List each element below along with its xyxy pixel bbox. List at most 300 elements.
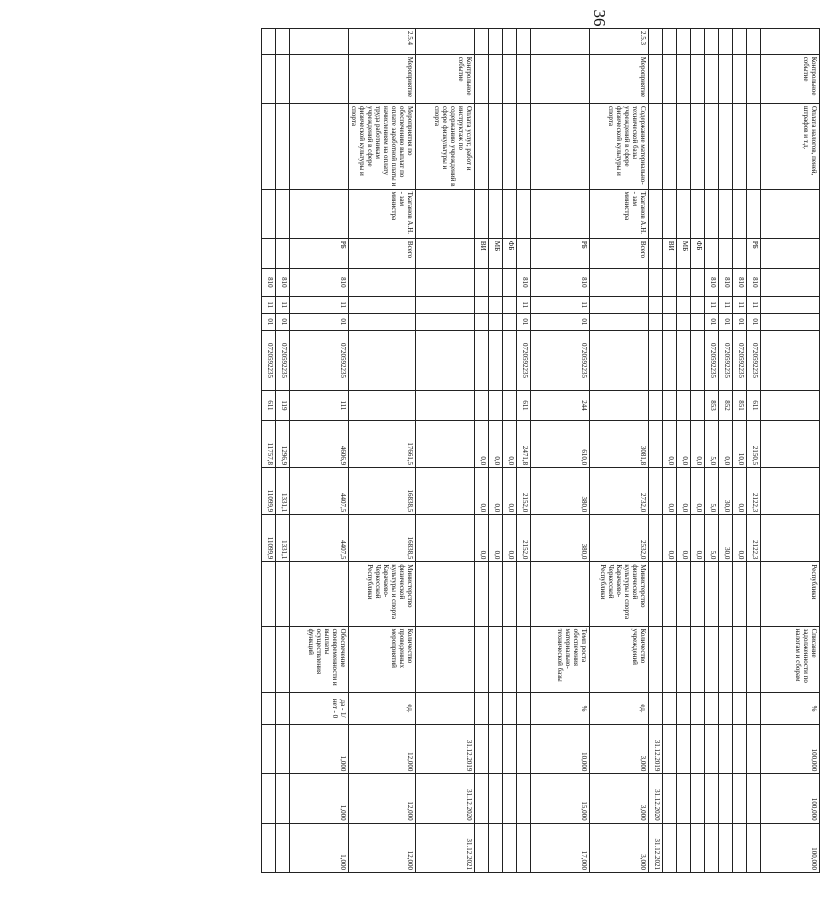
table-cell: 852 xyxy=(719,390,733,420)
table-cell xyxy=(705,692,719,724)
table-row xyxy=(663,29,677,873)
table-cell: 16838,5 xyxy=(349,515,416,562)
table-cell xyxy=(262,238,276,268)
table-cell xyxy=(416,692,475,724)
table-cell xyxy=(475,330,489,390)
table-cell xyxy=(503,268,517,296)
table-cell xyxy=(262,774,276,823)
table-cell xyxy=(649,268,663,296)
table-cell: МБ xyxy=(489,238,503,268)
table-cell: 1,000 xyxy=(290,725,349,774)
table-cell xyxy=(349,268,416,296)
table-cell: 1,000 xyxy=(290,774,349,823)
table-cell xyxy=(531,562,590,626)
table-cell xyxy=(276,54,290,103)
table-cell xyxy=(531,189,590,238)
table-cell: 4606,9 xyxy=(290,420,349,467)
table-cell xyxy=(761,468,820,515)
table-cell xyxy=(719,238,733,268)
table-cell: 15,000 xyxy=(531,774,590,823)
table-cell: 0720592235 xyxy=(517,330,531,390)
table-cell: 11 xyxy=(290,296,349,313)
table-cell: 31.12.2021 xyxy=(649,823,663,872)
table-cell: 0720592235 xyxy=(276,330,290,390)
table-cell: Мероприятие xyxy=(349,54,416,103)
table-cell: 17661,5 xyxy=(349,420,416,467)
table-cell: ФБ xyxy=(503,238,517,268)
table-cell xyxy=(489,268,503,296)
table-cell xyxy=(649,296,663,313)
table-cell xyxy=(489,823,503,872)
table-cell: 119 xyxy=(276,390,290,420)
table-cell: 11 xyxy=(705,296,719,313)
table-cell xyxy=(531,54,590,103)
table-cell: 851 xyxy=(733,390,747,420)
table-cell xyxy=(276,29,290,55)
table-cell xyxy=(290,189,349,238)
table-cell xyxy=(747,54,761,103)
table-cell xyxy=(761,515,820,562)
table-cell: 12,000 xyxy=(349,725,416,774)
table-cell xyxy=(475,562,489,626)
table-cell: 10,000 xyxy=(531,725,590,774)
table-cell xyxy=(475,103,489,189)
table-cell: 3,000 xyxy=(590,725,649,774)
table-cell xyxy=(262,562,276,626)
table-cell xyxy=(705,562,719,626)
table-cell xyxy=(663,103,677,189)
table-cell xyxy=(416,626,475,692)
table-cell: 01 xyxy=(517,313,531,330)
table-cell xyxy=(691,29,705,55)
table-cell: 01 xyxy=(719,313,733,330)
table-cell xyxy=(747,626,761,692)
table-cell xyxy=(761,238,820,268)
table-cell: 01 xyxy=(531,313,590,330)
table-cell xyxy=(733,692,747,724)
table-cell xyxy=(705,103,719,189)
table-cell xyxy=(663,823,677,872)
table-cell: ед. xyxy=(349,692,416,724)
table-cell xyxy=(677,692,691,724)
table-cell xyxy=(663,626,677,692)
table-cell xyxy=(475,626,489,692)
table-cell: 11 xyxy=(262,296,276,313)
table-cell xyxy=(691,313,705,330)
table-cell xyxy=(262,626,276,692)
table-cell: 01 xyxy=(276,313,290,330)
table-cell: Содержание материально-технической базы учреждений в сфере физической культуры и спорта xyxy=(590,103,649,189)
table-cell xyxy=(705,626,719,692)
table-cell xyxy=(290,103,349,189)
table-cell xyxy=(663,29,677,55)
table-cell xyxy=(416,515,475,562)
table-cell xyxy=(649,54,663,103)
table-cell: ВИ xyxy=(663,238,677,268)
table-cell: 0,0 xyxy=(489,468,503,515)
table-cell: Ткаганов А.Н. - зам министра xyxy=(590,189,649,238)
table-cell xyxy=(733,54,747,103)
table-cell xyxy=(747,774,761,823)
table-cell xyxy=(503,725,517,774)
table-cell: 31.12.2019 xyxy=(416,725,475,774)
table-cell xyxy=(503,330,517,390)
table-cell xyxy=(761,420,820,467)
table-row xyxy=(590,29,649,873)
table-cell xyxy=(649,692,663,724)
table-cell xyxy=(747,823,761,872)
table-cell xyxy=(276,562,290,626)
table-cell xyxy=(276,103,290,189)
table-cell xyxy=(517,29,531,55)
table-cell xyxy=(649,330,663,390)
table-cell xyxy=(649,313,663,330)
table-cell: 0720592235 xyxy=(705,330,719,390)
table-cell xyxy=(489,296,503,313)
table-cell: Мероприятие xyxy=(590,54,649,103)
table-cell xyxy=(503,103,517,189)
table-cell xyxy=(503,296,517,313)
table-cell xyxy=(733,189,747,238)
table-cell: 17,000 xyxy=(531,823,590,872)
table-cell: 1331,1 xyxy=(276,515,290,562)
table-cell xyxy=(747,189,761,238)
table-cell: 10,0 xyxy=(733,420,747,467)
table-cell xyxy=(503,626,517,692)
table-cell: 0720592235 xyxy=(531,330,590,390)
table-cell: 611 xyxy=(747,390,761,420)
table-cell: 100,000 xyxy=(761,823,820,872)
table-cell xyxy=(733,29,747,55)
table-cell xyxy=(691,823,705,872)
table-cell xyxy=(649,103,663,189)
table-cell xyxy=(761,313,820,330)
table-cell xyxy=(705,29,719,55)
table-cell: 1296,9 xyxy=(276,420,290,467)
table-cell: 810 xyxy=(747,268,761,296)
table-cell xyxy=(677,103,691,189)
table-cell xyxy=(761,330,820,390)
table-cell: Оплата налогов, пеней, штрафов и т.д. xyxy=(761,103,820,189)
table-cell: 810 xyxy=(705,268,719,296)
table-cell: Оплата услуг, работ и инструктаж по содержанию учреждений в сфере физкультуры и спорта xyxy=(416,103,475,189)
table-cell: 11099,9 xyxy=(262,515,276,562)
table-cell xyxy=(349,296,416,313)
table-cell: ВИ xyxy=(475,238,489,268)
table-cell xyxy=(649,238,663,268)
table-cell xyxy=(416,562,475,626)
table-cell: РБ xyxy=(747,238,761,268)
table-cell: Количество учреждений xyxy=(590,626,649,692)
table-cell xyxy=(649,468,663,515)
table-cell xyxy=(705,238,719,268)
table-row xyxy=(747,29,761,873)
table-cell: 810 xyxy=(276,268,290,296)
table-row xyxy=(691,29,705,873)
table-cell xyxy=(733,626,747,692)
table-row xyxy=(705,29,719,873)
table-cell: 2152,0 xyxy=(517,468,531,515)
table-cell xyxy=(489,774,503,823)
table-cell: 31.12.2020 xyxy=(416,774,475,823)
table-cell xyxy=(590,390,649,420)
table-cell: 11 xyxy=(276,296,290,313)
table-cell: 1,000 xyxy=(290,823,349,872)
table-cell xyxy=(262,54,276,103)
table-cell xyxy=(677,296,691,313)
table-cell xyxy=(416,468,475,515)
table-cell xyxy=(517,562,531,626)
table-cell xyxy=(517,774,531,823)
table-cell xyxy=(719,774,733,823)
table-cell xyxy=(262,692,276,724)
table-cell xyxy=(747,562,761,626)
table-row xyxy=(677,29,691,873)
table-cell xyxy=(719,823,733,872)
table-row xyxy=(416,29,475,873)
table-cell xyxy=(677,390,691,420)
table-cell xyxy=(677,313,691,330)
table-cell: 0,0 xyxy=(475,420,489,467)
table-cell: 2150,5 xyxy=(747,420,761,467)
table-cell xyxy=(677,268,691,296)
table-cell xyxy=(349,390,416,420)
table-cell xyxy=(677,562,691,626)
table-cell: 244 xyxy=(531,390,590,420)
table-cell xyxy=(677,29,691,55)
table-cell xyxy=(262,103,276,189)
table-cell: 5,0 xyxy=(705,420,719,467)
table-cell: Всего xyxy=(590,238,649,268)
table-cell xyxy=(489,29,503,55)
table-cell xyxy=(475,390,489,420)
table-cell xyxy=(719,29,733,55)
table-cell xyxy=(761,268,820,296)
table-cell xyxy=(262,823,276,872)
table-cell: 111 xyxy=(290,390,349,420)
table-cell xyxy=(719,54,733,103)
table-cell xyxy=(489,330,503,390)
table-cell xyxy=(663,390,677,420)
table-cell: 0720592235 xyxy=(747,330,761,390)
table-cell xyxy=(705,823,719,872)
table-cell xyxy=(747,29,761,55)
table-cell xyxy=(677,626,691,692)
table-cell: 810 xyxy=(733,268,747,296)
table-cell xyxy=(719,103,733,189)
table-cell xyxy=(517,725,531,774)
table-cell: 11 xyxy=(531,296,590,313)
table-cell xyxy=(517,103,531,189)
table-cell xyxy=(747,103,761,189)
table-cell: 810 xyxy=(262,268,276,296)
table-cell xyxy=(475,823,489,872)
table-cell: ед. xyxy=(590,692,649,724)
table-cell xyxy=(691,54,705,103)
table-cell xyxy=(677,774,691,823)
table-cell xyxy=(719,725,733,774)
table-cell xyxy=(349,313,416,330)
table-cell xyxy=(677,54,691,103)
table-row xyxy=(719,29,733,873)
table-cell: 2732,0 xyxy=(590,468,649,515)
table-cell xyxy=(677,330,691,390)
table-cell: 01 xyxy=(747,313,761,330)
table-cell: 0,0 xyxy=(677,420,691,467)
table-cell xyxy=(677,725,691,774)
table-cell xyxy=(761,189,820,238)
table-cell: 0720592235 xyxy=(262,330,276,390)
table-cell xyxy=(276,692,290,724)
table-cell xyxy=(416,420,475,467)
table-cell: 4407,5 xyxy=(290,468,349,515)
table-cell: 100,000 xyxy=(761,725,820,774)
table-cell: 3,000 xyxy=(590,823,649,872)
table-cell: 12,000 xyxy=(349,823,416,872)
table-cell xyxy=(475,774,489,823)
table-cell: Контрольное событие xyxy=(416,54,475,103)
table-cell xyxy=(663,774,677,823)
table-cell xyxy=(733,823,747,872)
table-cell xyxy=(276,189,290,238)
table-cell: 100,000 xyxy=(761,774,820,823)
table-cell: Количество проведенных мероприятий xyxy=(349,626,416,692)
table-cell xyxy=(517,823,531,872)
page-number: 36 xyxy=(590,9,609,27)
table-cell: 01 xyxy=(733,313,747,330)
table-cell xyxy=(489,562,503,626)
table-row xyxy=(517,29,531,873)
table-cell xyxy=(663,189,677,238)
table-cell xyxy=(276,725,290,774)
table-cell xyxy=(503,390,517,420)
table-cell xyxy=(733,103,747,189)
table-cell xyxy=(663,725,677,774)
table-row xyxy=(649,29,663,873)
table-cell xyxy=(349,330,416,390)
table-cell xyxy=(416,29,475,55)
table-cell xyxy=(262,29,276,55)
table-cell: 01 xyxy=(705,313,719,330)
table-cell xyxy=(416,268,475,296)
table-cell xyxy=(649,562,663,626)
table-cell: 611 xyxy=(262,390,276,420)
table-cell: 810 xyxy=(290,268,349,296)
table-cell xyxy=(691,692,705,724)
table-cell: 30,0 xyxy=(719,515,733,562)
table-cell: 2152,0 xyxy=(517,515,531,562)
table-cell xyxy=(691,626,705,692)
table-cell: 3081,8 xyxy=(590,420,649,467)
table-cell xyxy=(691,189,705,238)
table-cell: ФБ xyxy=(691,238,705,268)
table-cell xyxy=(663,268,677,296)
table-cell xyxy=(503,774,517,823)
table-cell: 5,0 xyxy=(705,515,719,562)
table-cell xyxy=(517,189,531,238)
table-cell xyxy=(733,562,747,626)
table-cell xyxy=(290,54,349,103)
table-cell: 11 xyxy=(719,296,733,313)
table-row xyxy=(761,29,820,873)
table-cell xyxy=(475,29,489,55)
budget-table xyxy=(261,28,820,873)
table-cell xyxy=(503,562,517,626)
table-cell xyxy=(276,626,290,692)
table-cell xyxy=(503,313,517,330)
table-cell: да - 1/нет - 0 xyxy=(290,692,349,724)
table-cell: Всего xyxy=(349,238,416,268)
table-cell: 380,0 xyxy=(531,515,590,562)
table-cell xyxy=(649,515,663,562)
table-cell: 0,0 xyxy=(663,515,677,562)
table-cell xyxy=(475,54,489,103)
table-cell xyxy=(705,774,719,823)
table-cell: 30,0 xyxy=(719,468,733,515)
table-cell xyxy=(691,296,705,313)
table-cell: РБ xyxy=(290,238,349,268)
table-cell xyxy=(475,268,489,296)
table-cell: 853 xyxy=(705,390,719,420)
table-cell: 31.12.2020 xyxy=(649,774,663,823)
table-row xyxy=(531,29,590,873)
table-cell xyxy=(489,189,503,238)
table-cell xyxy=(705,54,719,103)
table-cell: 0,0 xyxy=(475,515,489,562)
table-cell xyxy=(705,725,719,774)
table-cell xyxy=(663,296,677,313)
table-cell: РБ xyxy=(531,238,590,268)
table-cell xyxy=(677,189,691,238)
table-cell: 0,0 xyxy=(663,420,677,467)
table-cell: 0,0 xyxy=(663,468,677,515)
table-cell xyxy=(489,626,503,692)
table-cell xyxy=(503,29,517,55)
table-cell xyxy=(503,189,517,238)
table-row xyxy=(733,29,747,873)
table-cell xyxy=(691,725,705,774)
table-cell: 3,000 xyxy=(590,774,649,823)
table-cell xyxy=(416,189,475,238)
table-cell xyxy=(691,268,705,296)
budget-table-sheet xyxy=(266,28,820,870)
table-cell xyxy=(416,296,475,313)
table-cell xyxy=(475,313,489,330)
table-row xyxy=(349,29,416,873)
table-cell: 2.5.4 xyxy=(349,29,416,55)
table-cell: 31.12.2019 xyxy=(649,725,663,774)
table-row xyxy=(290,29,349,873)
table-cell xyxy=(663,54,677,103)
table-row xyxy=(475,29,489,873)
table-cell xyxy=(489,313,503,330)
table-cell xyxy=(475,692,489,724)
table-cell xyxy=(719,562,733,626)
table-cell: 2471,8 xyxy=(517,420,531,467)
table-cell: 0720592235 xyxy=(733,330,747,390)
table-cell: 31.12.2021 xyxy=(416,823,475,872)
table-cell: Обеспечение своевременности и выплаты осуществления функций xyxy=(290,626,349,692)
table-cell xyxy=(475,296,489,313)
table-cell xyxy=(517,692,531,724)
table-cell: 12,000 xyxy=(349,774,416,823)
table-cell: 11 xyxy=(747,296,761,313)
table-cell: % xyxy=(531,692,590,724)
table-cell xyxy=(489,390,503,420)
table-cell xyxy=(416,390,475,420)
table-cell xyxy=(503,823,517,872)
table-cell: 0,0 xyxy=(677,468,691,515)
